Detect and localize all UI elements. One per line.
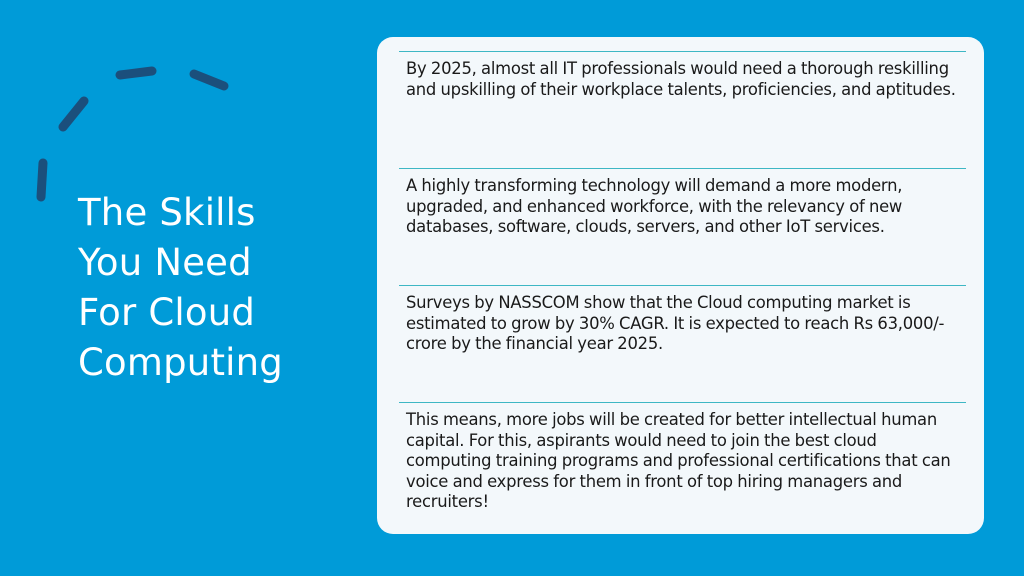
- content-card: [377, 37, 984, 534]
- title-line: The Skills: [78, 191, 256, 234]
- list-item: [399, 402, 966, 513]
- paragraph-text: A highly transforming technology will demand a more modern, upgraded, and enhanced workforce, with the relevancy of new databases, software, clouds, servers, and other IoT services.: [406, 176, 903, 237]
- title-line: You Need: [78, 241, 252, 284]
- slide-title: [78, 188, 338, 388]
- list-item: [399, 285, 966, 355]
- arc-dash-3: [120, 71, 152, 75]
- arc-dash-2: [63, 101, 84, 127]
- arc-dash-4: [194, 74, 224, 86]
- arc-dash-1: [41, 163, 43, 197]
- title-line: Computing: [78, 341, 283, 384]
- list-item: [399, 168, 966, 238]
- paragraph-text: This means, more jobs will be created for better intellectual human capital. For this, aspirants would need to join the best cloud computing training programs and professional certifications that can voice and express for them in front of top hiring managers and recruiters!: [406, 410, 951, 512]
- list-item: [399, 51, 966, 100]
- paragraph-text: Surveys by NASSCOM show that the Cloud computing market is estimated to grow by 30% CAGR. It is expected to reach Rs 63,000/- crore by the financial year 2025.: [406, 293, 945, 354]
- paragraph-text: By 2025, almost all IT professionals would need a thorough reskilling and upskilling of their workplace talents, proficiencies, and aptitudes.: [406, 59, 956, 99]
- title-line: For Cloud: [78, 291, 256, 334]
- decorative-dashed-arc: [0, 0, 260, 220]
